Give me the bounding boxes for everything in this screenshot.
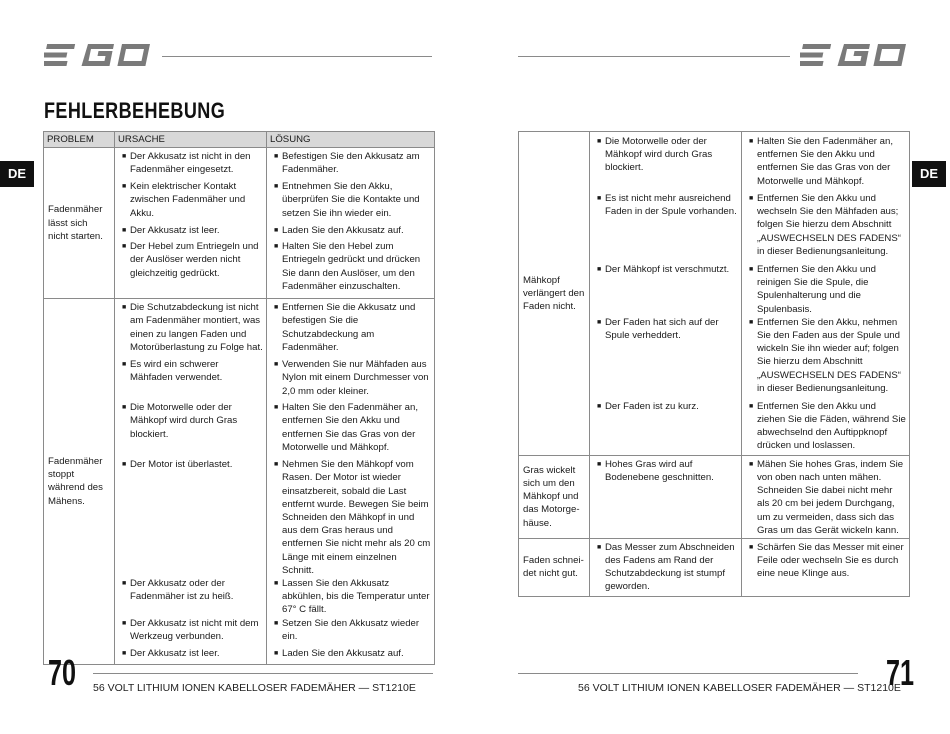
cause-text: Der Faden hat sich auf der Spule verheddert. <box>605 316 719 342</box>
cause-text: Die Motorwelle oder der Mähkopf wird durch Gras blockiert. <box>130 402 238 440</box>
bullet-icon: ■ <box>122 461 127 469</box>
solution-text: Laden Sie den Akkusatz auf. <box>282 225 404 237</box>
cause-text: Der Akkusatz ist leer. <box>130 647 220 659</box>
bullet-icon: ■ <box>122 304 127 312</box>
solution-text: Befestigen Sie den Akkusatz am Fadenmäher. <box>282 151 420 176</box>
bullet-icon: ■ <box>274 619 279 627</box>
bullet-icon: ■ <box>597 402 602 410</box>
bullet-icon: ■ <box>274 649 279 657</box>
bullet-icon: ■ <box>274 404 279 412</box>
bullet-icon: ■ <box>274 461 279 469</box>
header-cause: URSACHE <box>115 132 267 148</box>
solution-text: Schärfen Sie das Messer mit einer Feile oder wechseln Sie es durch eine neue Klinge aus. <box>757 541 904 580</box>
language-tab-right: DE <box>912 161 946 187</box>
bullet-icon: ■ <box>597 266 602 273</box>
solution-text: Halten Sie den Fadenmäher an, entfernen Sie den Akku und entfernen Sie das Gras von der Motorwelle und Mähkopf. <box>757 136 893 187</box>
solution-text: Entfernen Sie die Akkusatz und befestigen Sie die Schutzabdeckung am Fadenmäher. <box>282 302 416 353</box>
bullet-icon: ■ <box>274 153 279 161</box>
cause-text: Es wird ein schwerer Mähfaden verwendet. <box>130 359 223 384</box>
table-row <box>519 132 910 193</box>
bullet-icon: ■ <box>122 153 127 161</box>
cause-text: Der Mähkopf ist verschmutzt. <box>605 264 730 275</box>
solution-text: Laden Sie den Akkusatz auf. <box>282 647 404 659</box>
header-rule-left <box>162 56 432 57</box>
bullet-icon: ■ <box>122 243 127 251</box>
bullet-icon: ■ <box>597 543 602 551</box>
bullet-icon: ■ <box>122 227 127 235</box>
cause-text: Die Motorwelle oder der Mähkopf wird durch Gras blockiert. <box>605 136 713 174</box>
cause-text: Der Motor ist überlastet. <box>130 459 233 471</box>
bullet-icon: ■ <box>597 318 602 326</box>
bullet-icon: ■ <box>749 266 754 273</box>
bullet-icon: ■ <box>274 183 279 191</box>
page-number-right: 71 <box>886 652 915 693</box>
table-row <box>44 148 435 181</box>
header-rule-right <box>518 56 790 57</box>
solution-text: Mähen Sie hohes Gras, indem Sie von oben nach unten mähen. Schneiden Sie dabei nicht mehr als 20 cm bei jedem Durchgang, um zu vermeiden, dass sich das Gras um das Gerät wickeln kann. <box>757 458 904 536</box>
bullet-icon: ■ <box>122 619 127 627</box>
bullet-icon: ■ <box>749 318 754 326</box>
header-problem: PROBLEM <box>44 132 115 148</box>
cause-text: Der Akkusatz ist leer. <box>130 225 220 237</box>
bullet-icon: ■ <box>274 227 279 235</box>
problem-cell: Faden schnei-det nicht gut. <box>519 538 590 596</box>
language-tab-left: DE <box>0 161 34 187</box>
ego-logo-left <box>44 40 152 70</box>
bullet-icon: ■ <box>749 543 754 551</box>
table-row <box>519 538 910 596</box>
bullet-icon: ■ <box>749 195 754 202</box>
footer-text-left: 56 VOLT LITHIUM IONEN KABELLOSER FADEMÄHER — ST1210E <box>93 682 416 694</box>
cause-text: Der Akkusatz ist nicht in den Fadenmäher eingesetzt. <box>130 151 251 176</box>
cause-text: Es ist nicht mehr ausreichend Faden in der Spule vorhanden. <box>605 193 737 218</box>
solution-text: Entfernen Sie den Akku und wechseln Sie den Mähfaden aus; folgen Sie hierzu dem Abschnitt „AUSWECHSELN DES FADENS“ in dieser Bedienungsanleitung. <box>757 193 901 257</box>
solution-text: Setzen Sie den Akkusatz wieder ein. <box>282 617 420 642</box>
bullet-icon: ■ <box>597 138 602 145</box>
bullet-icon: ■ <box>122 580 127 588</box>
problem-cell: Fadenmäher lässt sich nicht starten. <box>44 148 115 299</box>
table-header-row <box>44 132 435 148</box>
solution-text: Entfernen Sie den Akku, nehmen Sie den Faden aus der Spule und wickeln Sie ihn wieder auf; folgen Sie hierzu dem Abschnitt „AUSWECHSELN DES FADENS“ in dieser Bedienungsanleitung. <box>757 316 901 394</box>
cause-text: Der Hebel zum Entriegeln und der Auslöser werden nicht gleichzeitig gedrückt. <box>130 241 259 279</box>
table-row <box>44 299 435 359</box>
bullet-icon: ■ <box>122 649 127 657</box>
bullet-icon: ■ <box>274 243 279 251</box>
bullet-icon: ■ <box>749 402 754 410</box>
bullet-icon: ■ <box>274 580 279 588</box>
solution-text: Halten Sie den Fadenmäher an, entfernen Sie den Akku und entfernen Sie das Gras von der Motorwelle und Mähkopf. <box>282 402 418 453</box>
troubleshooting-table-left <box>43 131 435 665</box>
solution-text: Entfernen Sie den Akku und reinigen Sie die Spule, die Spulenhalterung und die Spulenbasis. <box>757 264 876 315</box>
bullet-icon: ■ <box>597 460 602 468</box>
solution-text: Halten Sie den Hebel zum Entriegeln gedrückt und drücken Sie dann den Auslöser, um den Fadenmäher einzuschalten. <box>282 241 421 292</box>
cause-text: Kein elektrischer Kontakt zwischen Fadenmäher und Akku. <box>130 181 246 219</box>
problem-cell: Gras wickelt sich um den Mähkopf und das Motorge-häuse. <box>519 455 590 538</box>
table-row <box>519 455 910 538</box>
problem-cell: Fadenmäher stoppt während des Mähens. <box>44 299 115 664</box>
bullet-icon: ■ <box>597 195 602 202</box>
cause-text: Der Akkusatz ist nicht mit dem Werkzeug verbunden. <box>130 617 259 642</box>
footer-text-right: 56 VOLT LITHIUM IONEN KABELLOSER FADEMÄHER — ST1210E <box>578 682 901 694</box>
footer-rule-left <box>93 673 433 674</box>
page-title: FEHLERBEHEBUNG <box>44 98 226 123</box>
bullet-icon: ■ <box>274 304 279 312</box>
cause-text: Die Schutzabdeckung ist nicht am Fadenmäher montiert, was einen zu langen Faden und Motorüberlastung zu Folge hat. <box>130 302 263 353</box>
problem-cell: Mähkopf verlängert den Faden nicht. <box>519 132 590 456</box>
solution-text: Verwenden Sie nur Mähfaden aus Nylon mit einem Durchmesser von 2,0 mm oder kleiner. <box>282 359 429 397</box>
bullet-icon: ■ <box>122 183 127 191</box>
footer-rule-right <box>518 673 858 674</box>
solution-text: Entnehmen Sie den Akku, überprüfen Sie die Kontakte und setzen Sie ihn wieder ein. <box>282 181 420 219</box>
bullet-icon: ■ <box>749 138 754 145</box>
bullet-icon: ■ <box>274 361 279 369</box>
cause-text: Das Messer zum Abschneiden des Fadens am Rand der Schutzabdeckung ist stumpf geworden. <box>605 541 735 593</box>
cause-text: Der Faden ist zu kurz. <box>605 400 699 412</box>
bullet-icon: ■ <box>749 460 754 468</box>
page-number-left: 70 <box>48 652 77 693</box>
cause-text: Der Akkusatz oder der Fadenmäher ist zu heiß. <box>130 578 234 603</box>
ego-logo-right <box>800 40 908 70</box>
troubleshooting-table-right <box>518 131 910 597</box>
bullet-icon: ■ <box>122 361 127 369</box>
solution-text: Nehmen Sie den Mähkopf vom Rasen. Der Motor ist wieder einsatzbereit, sobald die Last entfernt wurde. Bewegen Sie beim Schneiden den Mähkopf in und aus dem Gras heraus und entfernen Sie nicht mehr als 20 cm Länge mit einem einzelnen Schnitt. <box>282 459 431 576</box>
header-solution: LÖSUNG <box>267 132 435 148</box>
solution-text: Entfernen Sie den Akku und ziehen Sie die Fäden, während Sie abwechselnd den Auftippknopf drücken und loslassen. <box>757 400 906 452</box>
solution-text: Lassen Sie den Akkusatz abkühlen, bis die Temperatur unter 67° C fällt. <box>282 578 430 616</box>
cause-text: Hohes Gras wird auf Bodenebene geschnitten. <box>605 458 714 484</box>
bullet-icon: ■ <box>122 404 127 412</box>
